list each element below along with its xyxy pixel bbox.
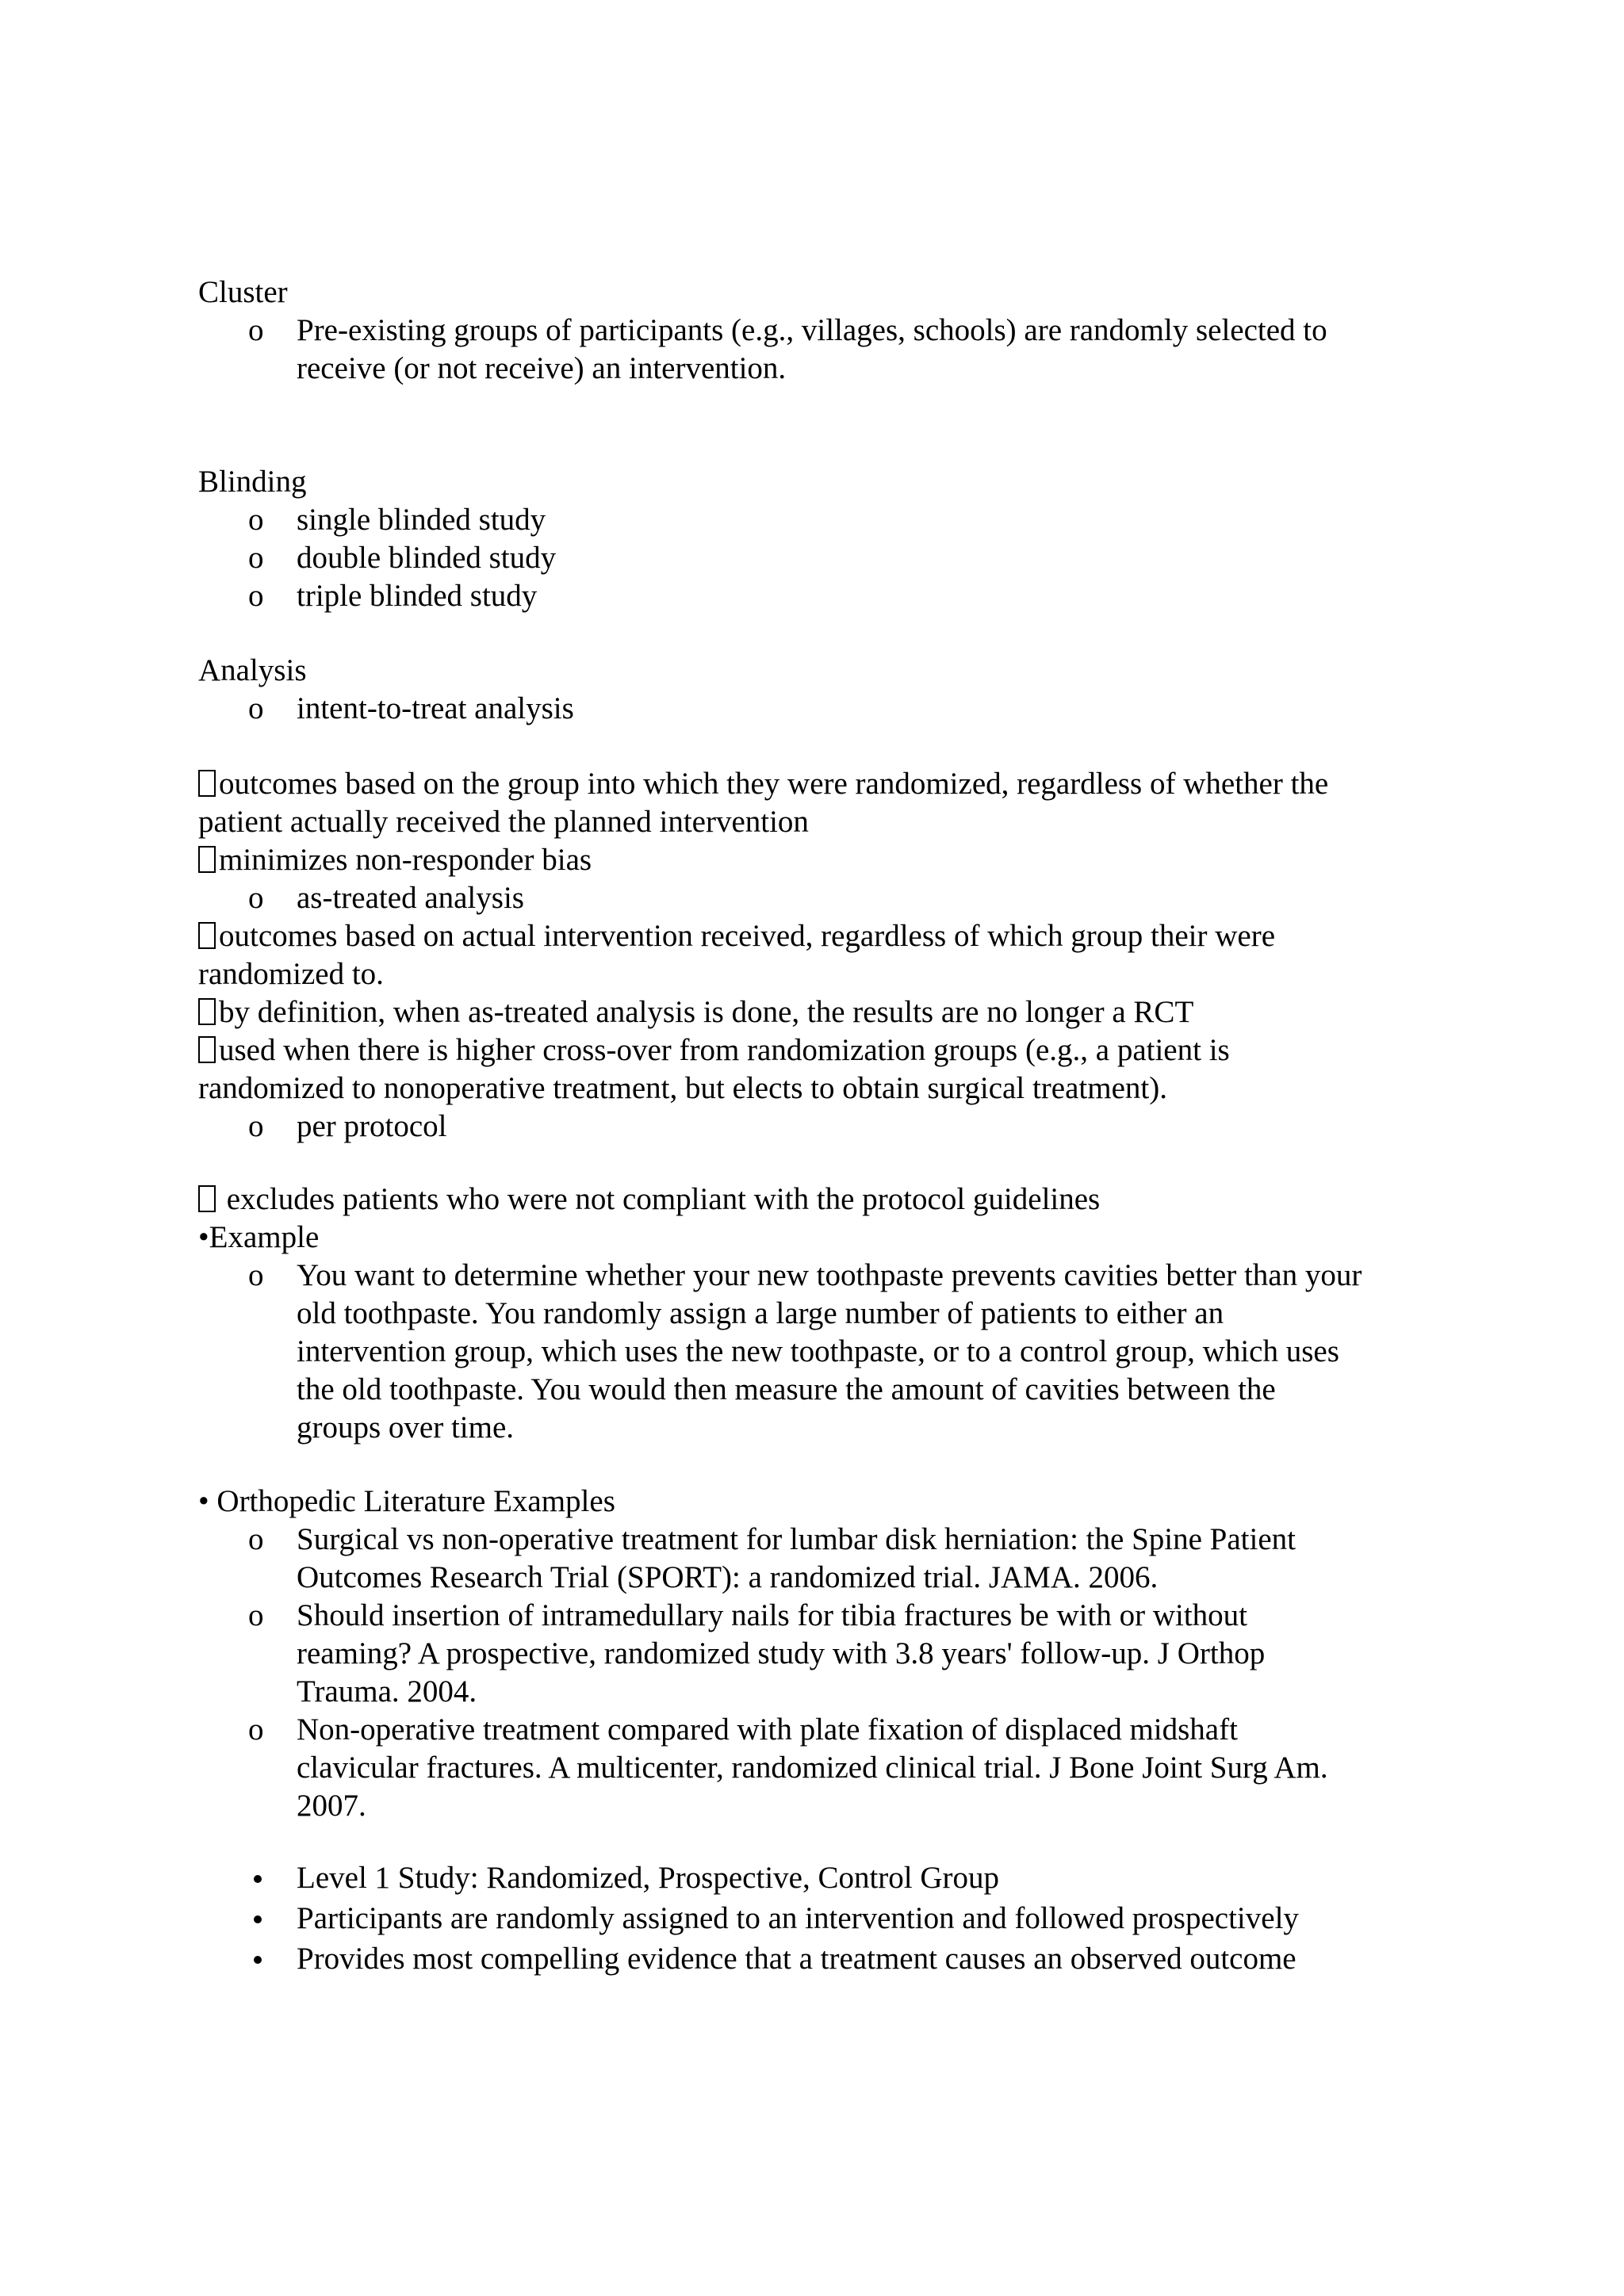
note-line — [198, 841, 1451, 879]
example-line: groups over time. — [297, 1410, 515, 1445]
bullet-dot-icon — [254, 1915, 262, 1923]
analysis-heading: Analysis — [198, 653, 307, 687]
ortho-item-line: clavicular fractures. A multicenter, randomized clinical trial. J Bone Joint Surg Am. — [297, 1751, 1328, 1785]
blinding-item-text: triple blinded study — [297, 579, 538, 613]
note-text: used when there is higher cross-over from randomization groups (e.g., a patient is — [219, 1033, 1230, 1067]
ortho-heading: • Orthopedic Literature Examples — [198, 1484, 615, 1518]
note-line — [198, 993, 1451, 1031]
note-text: excludes patients who were not compliant with the protocol guidelines — [226, 1182, 1101, 1216]
note-line: randomized to. — [198, 957, 384, 991]
ortho-item-line: reaming? A prospective, randomized study with 3.8 years' follow-up. J Orthop — [297, 1636, 1266, 1670]
list-marker: o — [248, 503, 264, 537]
checkbox-glyph-icon — [198, 846, 216, 873]
summary-section — [198, 1859, 1451, 1978]
note-text: outcomes based on the group into which they were randomized, regardless of whether the — [219, 767, 1329, 801]
summary-item-text: Participants are randomly assigned to an intervention and followed prospectively — [297, 1901, 1299, 1935]
list-marker: o — [248, 691, 264, 725]
summary-item — [198, 1859, 1451, 1897]
ortho-item-line: Non-operative treatment compared with plate fixation of displaced midshaft — [297, 1712, 1238, 1747]
checkbox-glyph-icon — [198, 1185, 216, 1212]
analysis-item-label: as-treated analysis — [297, 881, 524, 915]
checkbox-glyph-icon — [198, 1036, 216, 1063]
note-line — [198, 765, 1451, 803]
blinding-item-text: single blinded study — [297, 503, 546, 537]
note-line — [198, 1181, 1451, 1219]
example-heading: •Example — [198, 1220, 320, 1254]
note-text: outcomes based on actual intervention received, regardless of which group their were — [219, 919, 1275, 953]
blinding-section — [198, 463, 1451, 615]
list-marker: o — [248, 541, 264, 575]
ortho-item — [198, 1597, 1451, 1711]
itt-notes — [198, 765, 1451, 1146]
list-marker: o — [248, 313, 264, 347]
analysis-item-itt — [198, 690, 1451, 728]
summary-item-text: Level 1 Study: Randomized, Prospective, Control Group — [297, 1861, 1000, 1895]
example-line: You want to determine whether your new toothpaste prevents cavities better than your — [297, 1258, 1362, 1292]
list-marker: o — [248, 1522, 264, 1556]
list-marker: o — [248, 579, 264, 613]
blinding-item — [198, 539, 1451, 577]
blinding-item — [198, 577, 1451, 615]
analysis-item-pp — [198, 1108, 1451, 1146]
example-line: the old toothpaste. You would then measure the amount of cavities between the — [297, 1372, 1276, 1406]
ortho-item-line: Trauma. 2004. — [297, 1674, 477, 1709]
bullet-dot-icon — [254, 1875, 262, 1883]
list-marker: o — [248, 1712, 264, 1747]
summary-item — [198, 1940, 1451, 1978]
cluster-item — [198, 312, 1451, 388]
ortho-item-line: 2007. — [297, 1789, 366, 1823]
analysis-section — [198, 652, 1451, 728]
ortho-item-line: Surgical vs non-operative treatment for lumbar disk herniation: the Spine Patient — [297, 1522, 1296, 1556]
ortho-item — [198, 1521, 1451, 1597]
note-text: minimizes non-responder bias — [219, 843, 592, 877]
note-text: by definition, when as-treated analysis is done, the results are no longer a RCT — [219, 995, 1194, 1029]
pp-note — [198, 1181, 1451, 1447]
analysis-item-label: per protocol — [297, 1109, 447, 1143]
list-marker: o — [248, 1109, 264, 1143]
list-marker: o — [248, 881, 264, 915]
blinding-item-text: double blinded study — [297, 541, 557, 575]
summary-item — [198, 1900, 1451, 1938]
ortho-item-line: Outcomes Research Trial (SPORT): a randomized trial. JAMA. 2006. — [297, 1560, 1159, 1594]
note-line: patient actually received the planned intervention — [198, 805, 809, 839]
note-line: randomized to nonoperative treatment, but elects to obtain surgical treatment). — [198, 1071, 1167, 1105]
cluster-item-line: receive (or not receive) an intervention. — [297, 351, 787, 385]
blinding-item — [198, 501, 1451, 539]
note-line — [198, 1031, 1451, 1070]
list-marker: o — [248, 1598, 264, 1632]
summary-item-text: Provides most compelling evidence that a treatment causes an observed outcome — [297, 1942, 1297, 1976]
checkbox-glyph-icon — [198, 922, 216, 949]
checkbox-glyph-icon — [198, 770, 216, 797]
example-item — [198, 1257, 1451, 1447]
analysis-item-at — [198, 879, 1451, 917]
ortho-item — [198, 1711, 1451, 1825]
cluster-heading: Cluster — [198, 275, 288, 309]
cluster-item-line: Pre-existing groups of participants (e.g., villages, schools) are randomly selected to — [297, 313, 1327, 347]
list-marker: o — [248, 1258, 264, 1292]
cluster-section — [198, 274, 1451, 388]
analysis-item-label: intent-to-treat analysis — [297, 691, 574, 725]
checkbox-glyph-icon — [198, 998, 216, 1025]
bullet-dot-icon — [254, 1956, 262, 1964]
ortho-item-line: Should insertion of intramedullary nails for tibia fractures be with or without — [297, 1598, 1247, 1632]
note-line — [198, 917, 1451, 955]
example-line: intervention group, which uses the new toothpaste, or to a control group, which uses — [297, 1334, 1339, 1368]
blinding-heading: Blinding — [198, 465, 307, 499]
example-line: old toothpaste. You randomly assign a large number of patients to either an — [297, 1296, 1224, 1330]
ortho-section — [198, 1483, 1451, 1825]
